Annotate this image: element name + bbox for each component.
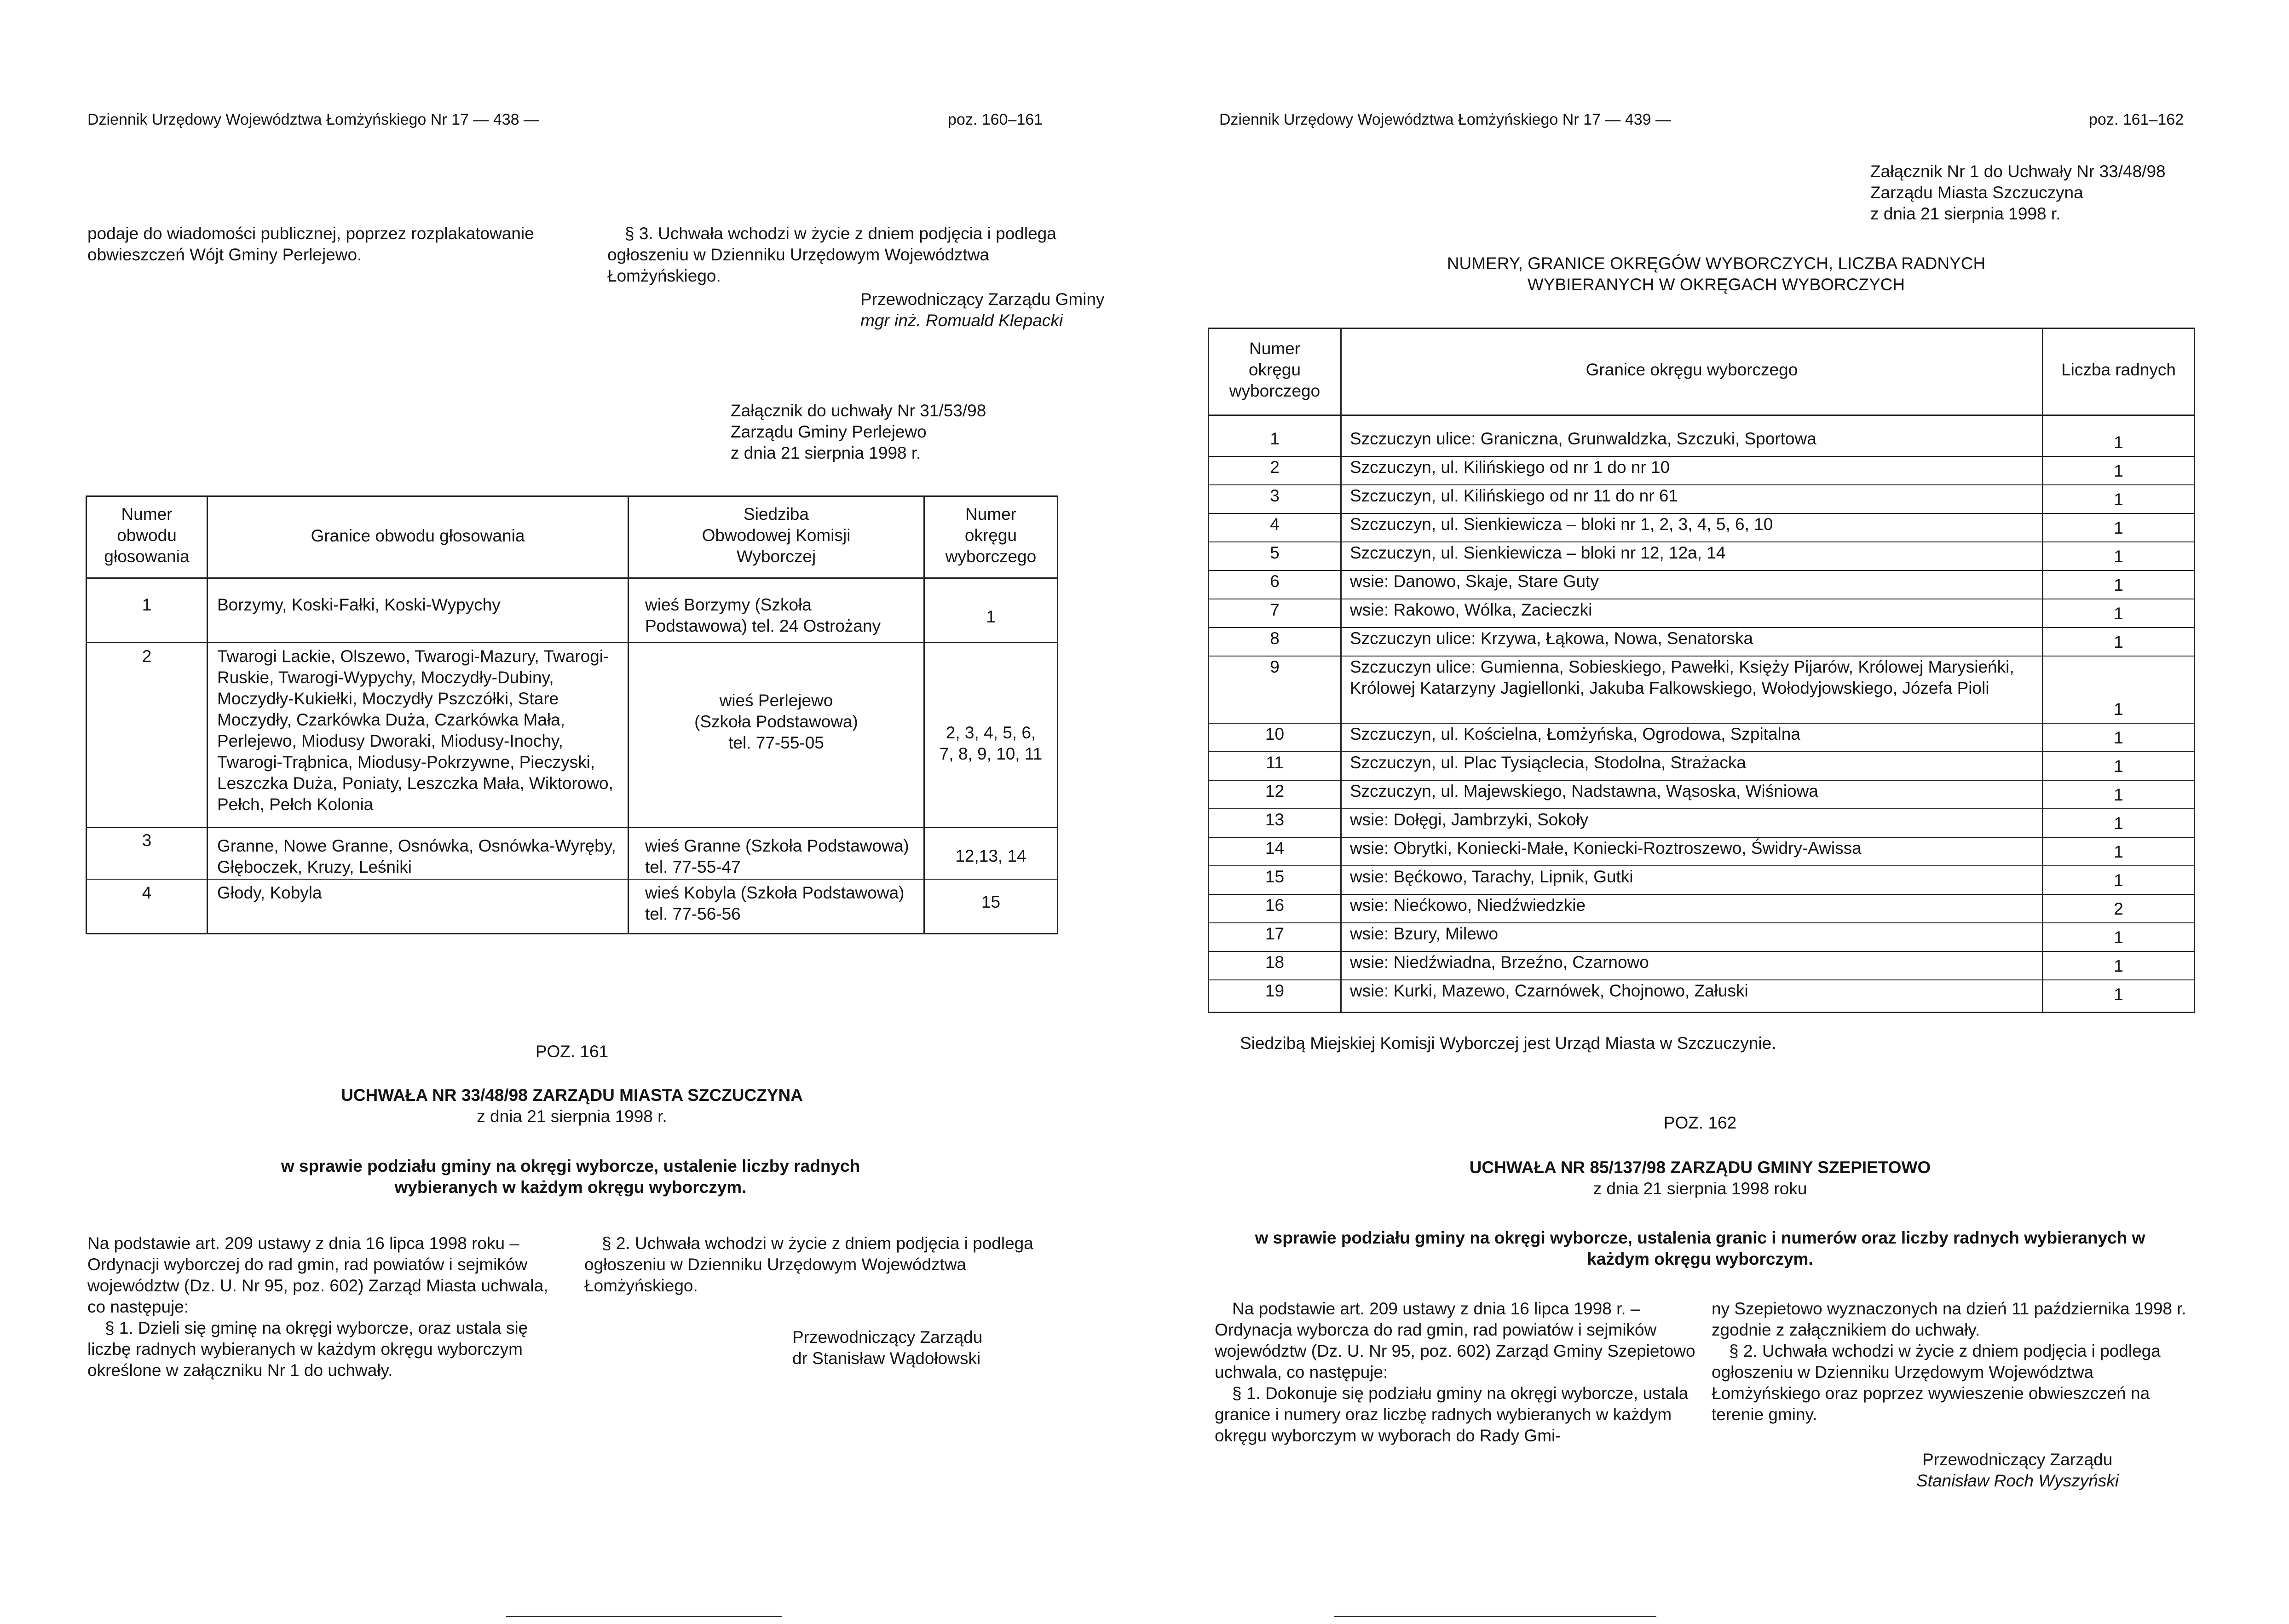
right-annex-line2: Zarządu Miasta Szczuczyna <box>1870 183 2083 202</box>
left-table-header-num: Numer obwodu głosowania <box>104 505 190 566</box>
poz161-subject: w sprawie podziału gminy na okręgi wyborcze, ustalenie liczby radnych wybieranych w każdym okręgu wyborczym. <box>281 1157 860 1197</box>
right-row-granice: Szczuczyn, ul. Kościelna, Łomżyńska, Ogrodowa, Szpitalna <box>1350 725 1800 743</box>
right-row-granice: wsie: Obrytki, Koniecki-Małe, Koniecki-Roztroszewo, Świdry-Awissa <box>1350 839 1862 858</box>
left-table-header-granice: Granice obwodu głosowania <box>311 526 525 545</box>
right-row-num: 8 <box>1270 629 1280 648</box>
right-annex-line3: z dnia 21 sierpnia 1998 r. <box>1870 204 2061 223</box>
left-annex-line1: Załącznik do uchwały Nr 31/53/98 <box>731 401 986 420</box>
right-row-num: 7 <box>1270 600 1280 619</box>
right-row-granice: wsie: Bęćkowo, Tarachy, Lipnik, Gutki <box>1350 867 1633 886</box>
poz161-col1-paragraph2: § 1. Dzieli się gminę na okręgi wyborcze, oraz ustala się liczbę radnych wybieranych w każdym okręgu wyborczym określone w załączniku Nr 1 do uchwały. <box>87 1319 528 1380</box>
left-row1-okreg: 1 <box>986 607 996 626</box>
right-table-title-line2: WYBIERANYCH W OKRĘGACH WYBORCZYCH <box>1527 275 1905 294</box>
left-chair-name: mgr inż. Romuald Klepacki <box>860 311 1063 330</box>
poz162-col1-paragraph2: § 1. Dokonuje się podziału gminy na okręgi wyborcze, ustala granice i numery oraz liczbę radnych wybieranych w każdym okręgu wyborczym w wyborach do Rady Gmi- <box>1215 1384 1689 1445</box>
left-row3-siedziba: wieś Granne (Szkoła Podstawowa) tel. 77-55-47 <box>645 836 909 876</box>
right-row-liczba: 1 <box>2114 757 2123 776</box>
poz162-title: UCHWAŁA NR 85/137/98 ZARZĄDU GMINY SZEPIETOWO <box>1469 1158 1931 1177</box>
right-row-granice: wsie: Niećkowo, Niedźwiedzkie <box>1350 896 1586 915</box>
right-row-num: 10 <box>1265 725 1285 743</box>
scan-edge-rule-left <box>506 1616 782 1617</box>
right-row-num: 1 <box>1270 429 1280 448</box>
right-row-num: 9 <box>1270 657 1280 676</box>
right-row-liczba: 1 <box>2114 728 2123 747</box>
right-footnote: Siedzibą Miejskiej Komisji Wyborczej jest Urząd Miasta w Szczuczynie. <box>1240 1034 1776 1053</box>
poz161-chair-title: Przewodniczący Zarządu <box>792 1328 983 1347</box>
left-intro-text: podaje do wiadomości publicznej, poprzez rozplakatowanie obwieszczeń Wójt Gminy Perlejewo. <box>87 224 534 264</box>
right-table-title-line1: NUMERY, GRANICE OKRĘGÓW WYBORCZYCH, LICZBA RADNYCH <box>1447 254 1986 273</box>
poz161-col1-paragraph1: Na podstawie art. 209 ustawy z dnia 16 lipca 1998 roku – Ordynacji wyborczej do rad gmin, rad powiatów i sejmików województw (Dz. U. Nr 95, poz. 602) Zarząd Miasta uchwala, co następuje: <box>87 1234 548 1316</box>
right-row-granice: wsie: Kurki, Mazewo, Czarnówek, Chojnowo, Załuski <box>1350 981 1748 1000</box>
right-row-num: 17 <box>1265 924 1285 943</box>
right-row-num: 3 <box>1270 486 1280 505</box>
right-row-liczba: 1 <box>2114 461 2123 480</box>
right-row-liczba: 1 <box>2114 604 2123 623</box>
right-row-liczba: 1 <box>2114 547 2123 566</box>
right-row-granice: Szczuczyn, ul. Kilińskiego od nr 1 do nr 10 <box>1350 458 1670 477</box>
right-row-liczba: 2 <box>2114 899 2123 918</box>
poz161-chair-name: dr Stanisław Wądołowski <box>792 1349 981 1368</box>
left-row1-granice: Borzymy, Koski-Fałki, Koski-Wypychy <box>217 595 501 614</box>
left-chair-title: Przewodniczący Zarządu Gminy <box>860 290 1105 309</box>
left-row4-okreg: 15 <box>981 893 1001 911</box>
left-row4-num: 4 <box>142 883 152 902</box>
right-row-liczba: 1 <box>2114 785 2123 804</box>
left-row4-granice: Głody, Kobyla <box>217 883 322 902</box>
right-row-num: 5 <box>1270 543 1280 562</box>
right-row-liczba: 1 <box>2114 633 2123 651</box>
right-table-header-liczba: Liczba radnych <box>2061 360 2176 379</box>
right-row-num: 4 <box>1270 515 1280 534</box>
right-row-granice: Szczuczyn ulice: Krzywa, Łąkowa, Nowa, Senatorska <box>1350 629 1753 648</box>
right-row-num: 13 <box>1265 810 1285 829</box>
poz162-col2-paragraph2: § 2. Uchwała wchodzi w życie z dniem podjęcia i podlega ogłoszeniu w Dzienniku Urzędowym Województwa Łomżyńskiego oraz poprzez wywieszenie obwieszczeń na terenie gminy. <box>1712 1342 2161 1424</box>
left-row4-siedziba: wieś Kobyla (Szkoła Podstawowa) tel. 77-56-56 <box>645 883 905 923</box>
poz162-label: POZ. 162 <box>1663 1113 1737 1132</box>
poz162-chair-title: Przewodniczący Zarządu <box>1922 1450 2113 1469</box>
right-row-num: 14 <box>1265 839 1285 858</box>
right-row-granice: Szczuczyn, ul. Kilińskiego od nr 11 do nr 61 <box>1350 486 1678 505</box>
left-annex-line3: z dnia 21 sierpnia 1998 r. <box>731 443 921 462</box>
poz162-col1-paragraph1: Na podstawie art. 209 ustawy z dnia 16 lipca 1998 r. – Ordynacja wyborcza do rad gmin, rad powiatów i sejmików województw (Dz. U. Nr 95, poz. 602) Zarząd Gminy Szepietowo uchwala, co następuje: <box>1215 1299 1695 1382</box>
right-row-granice: Szczuczyn, ul. Sienkiewicza – bloki nr 1, 2, 3, 4, 5, 6, 10 <box>1350 515 1773 534</box>
poz162-date: z dnia 21 sierpnia 1998 roku <box>1593 1179 1807 1198</box>
right-row-num: 18 <box>1265 953 1285 972</box>
right-header-position: poz. 161–162 <box>2089 111 2184 128</box>
left-section-3: § 3. Uchwała wchodzi w życie z dniem podjęcia i podlega ogłoszeniu w Dzienniku Urzędowym Województwa Łomżyńskiego. <box>607 224 1056 285</box>
right-row-num: 15 <box>1265 867 1285 886</box>
left-row3-num: 3 <box>142 831 152 850</box>
right-running-header: Dziennik Urzędowy Województwa Łomżyńskiego Nr 17 — 439 — <box>1219 111 1671 128</box>
right-row-granice: wsie: Niedźwiadna, Brzeźno, Czarnowo <box>1350 953 1649 972</box>
right-row-granice: wsie: Rakowo, Wólka, Zacieczki <box>1350 600 1592 619</box>
right-row-liczba: 1 <box>2114 700 2123 719</box>
right-row-liczba: 1 <box>2114 871 2123 890</box>
right-row-num: 16 <box>1265 896 1285 915</box>
right-table-header-granice: Granice okręgu wyborczego <box>1586 360 1798 379</box>
right-row-granice: Szczuczyn ulice: Gumienna, Sobieskiego, Pawełki, Księży Pijarów, Królowej Marysieńki, Królowej Katarzyny Jagiellonki, Jakuba Falkowskiego, Wołodyjowskiego, Józefa Pioli <box>1350 657 2014 697</box>
right-row-num: 19 <box>1265 981 1285 1000</box>
right-row-granice: Szczuczyn ulice: Graniczna, Grunwaldzka, Szczuki, Sportowa <box>1350 429 1816 448</box>
poz161-date: z dnia 21 sierpnia 1998 r. <box>477 1107 667 1126</box>
left-row1-siedziba: wieś Borzymy (Szkoła Podstawowa) tel. 24 Ostrożany <box>645 595 881 635</box>
right-row-num: 12 <box>1265 782 1285 800</box>
left-table-header-okreg: Numer okręgu wyborczego <box>945 505 1037 566</box>
left-row1-num: 1 <box>142 595 152 614</box>
right-row-granice: wsie: Dołęgi, Jambrzyki, Sokoły <box>1350 810 1589 829</box>
right-row-granice: Szczuczyn, ul. Plac Tysiąclecia, Stodolna, Strażacka <box>1350 753 1746 772</box>
right-row-liczba: 1 <box>2114 490 2123 509</box>
left-row3-okreg: 12,13, 14 <box>955 847 1026 865</box>
right-row-liczba: 1 <box>2114 814 2123 833</box>
right-table-header-num: Numer okręgu wyborczego <box>1229 339 1320 400</box>
right-row-liczba: 1 <box>2114 518 2123 537</box>
left-row2-granice: Twarogi Lackie, Olszewo, Twarogi-Mazury, Twarogi-Ruskie, Twarogi-Wypychy, Moczydły-Dubiny, Moczydły-Kukiełki, Moczydły Pszczółki, Stare Moczydły, Czarkówka Duża, Czarkówka Mała, Perlejewo, Miodusy Dworaki, Miodusy-Inochy, Twarogi-Trąbnica, Miodusy-Pokrzywne, Pieczyski, Leszczka Duża, Poniaty, Leszczka Mała, Wiktorowo, Pełch, Pełch Kolonia <box>217 647 613 814</box>
right-row-liczba: 1 <box>2114 956 2123 975</box>
left-row2-siedziba: wieś Perlejewo (Szkoła Podstawowa) tel. 77-55-05 <box>694 691 858 752</box>
right-row-num: 11 <box>1266 753 1284 772</box>
right-row-liczba: 1 <box>2114 842 2123 861</box>
poz161-title: UCHWAŁA NR 33/48/98 ZARZĄDU MIASTA SZCZUCZYNA <box>341 1086 803 1105</box>
poz162-subject: w sprawie podziału gminy na okręgi wyborcze, ustalenia granic i numerów oraz liczby radnych wybieranych w każdym okręgu wyborczym. <box>1255 1228 2145 1268</box>
left-row2-num: 2 <box>142 647 152 666</box>
right-annex-line1: Załącznik Nr 1 do Uchwały Nr 33/48/98 <box>1870 162 2166 181</box>
poz161-label: POZ. 161 <box>535 1042 609 1061</box>
scan-edge-rule-right <box>1334 1616 1656 1617</box>
left-row2-okreg: 2, 3, 4, 5, 6, 7, 8, 9, 10, 11 <box>939 723 1043 763</box>
right-row-liczba: 1 <box>2114 985 2123 1004</box>
poz162-col2-paragraph1: ny Szepietowo wyznaczonych na dzień 11 października 1998 r. zgodnie z załącznikiem do uchwały. <box>1712 1299 2186 1339</box>
poz162-chair-name: Stanisław Roch Wyszyński <box>1916 1471 2119 1490</box>
left-table <box>86 495 1058 934</box>
left-row3-granice: Granne, Nowe Granne, Osnówka, Osnówka-Wyręby, Głęboczek, Kruzy, Leśniki <box>217 836 616 876</box>
left-table-header-siedziba: Siedziba Obwodowej Komisji Wyborczej <box>702 505 851 566</box>
right-row-num: 2 <box>1270 458 1280 477</box>
right-row-granice: Szczuczyn, ul. Sienkiewicza – bloki nr 12, 12a, 14 <box>1350 543 1726 562</box>
right-row-granice: wsie: Danowo, Skaje, Stare Guty <box>1350 572 1599 591</box>
left-running-header: Dziennik Urzędowy Województwa Łomżyńskiego Nr 17 — 438 — <box>87 111 539 128</box>
right-row-liczba: 1 <box>2114 433 2123 452</box>
left-annex-line2: Zarządu Gminy Perlejewo <box>731 422 927 441</box>
right-row-granice: wsie: Bzury, Milewo <box>1350 924 1499 943</box>
right-row-granice: Szczuczyn, ul. Majewskiego, Nadstawna, Wąsoska, Wiśniowa <box>1350 782 1818 800</box>
poz161-col2-paragraph1: § 2. Uchwała wchodzi w życie z dniem podjęcia i podlega ogłoszeniu w Dzienniku Urzędowym Województwa Łomżyńskiego. <box>584 1234 1033 1295</box>
right-row-num: 6 <box>1270 572 1280 591</box>
right-table <box>1208 328 2195 1013</box>
right-row-liczba: 1 <box>2114 576 2123 594</box>
left-header-position: poz. 160–161 <box>948 111 1043 128</box>
right-row-liczba: 1 <box>2114 928 2123 947</box>
